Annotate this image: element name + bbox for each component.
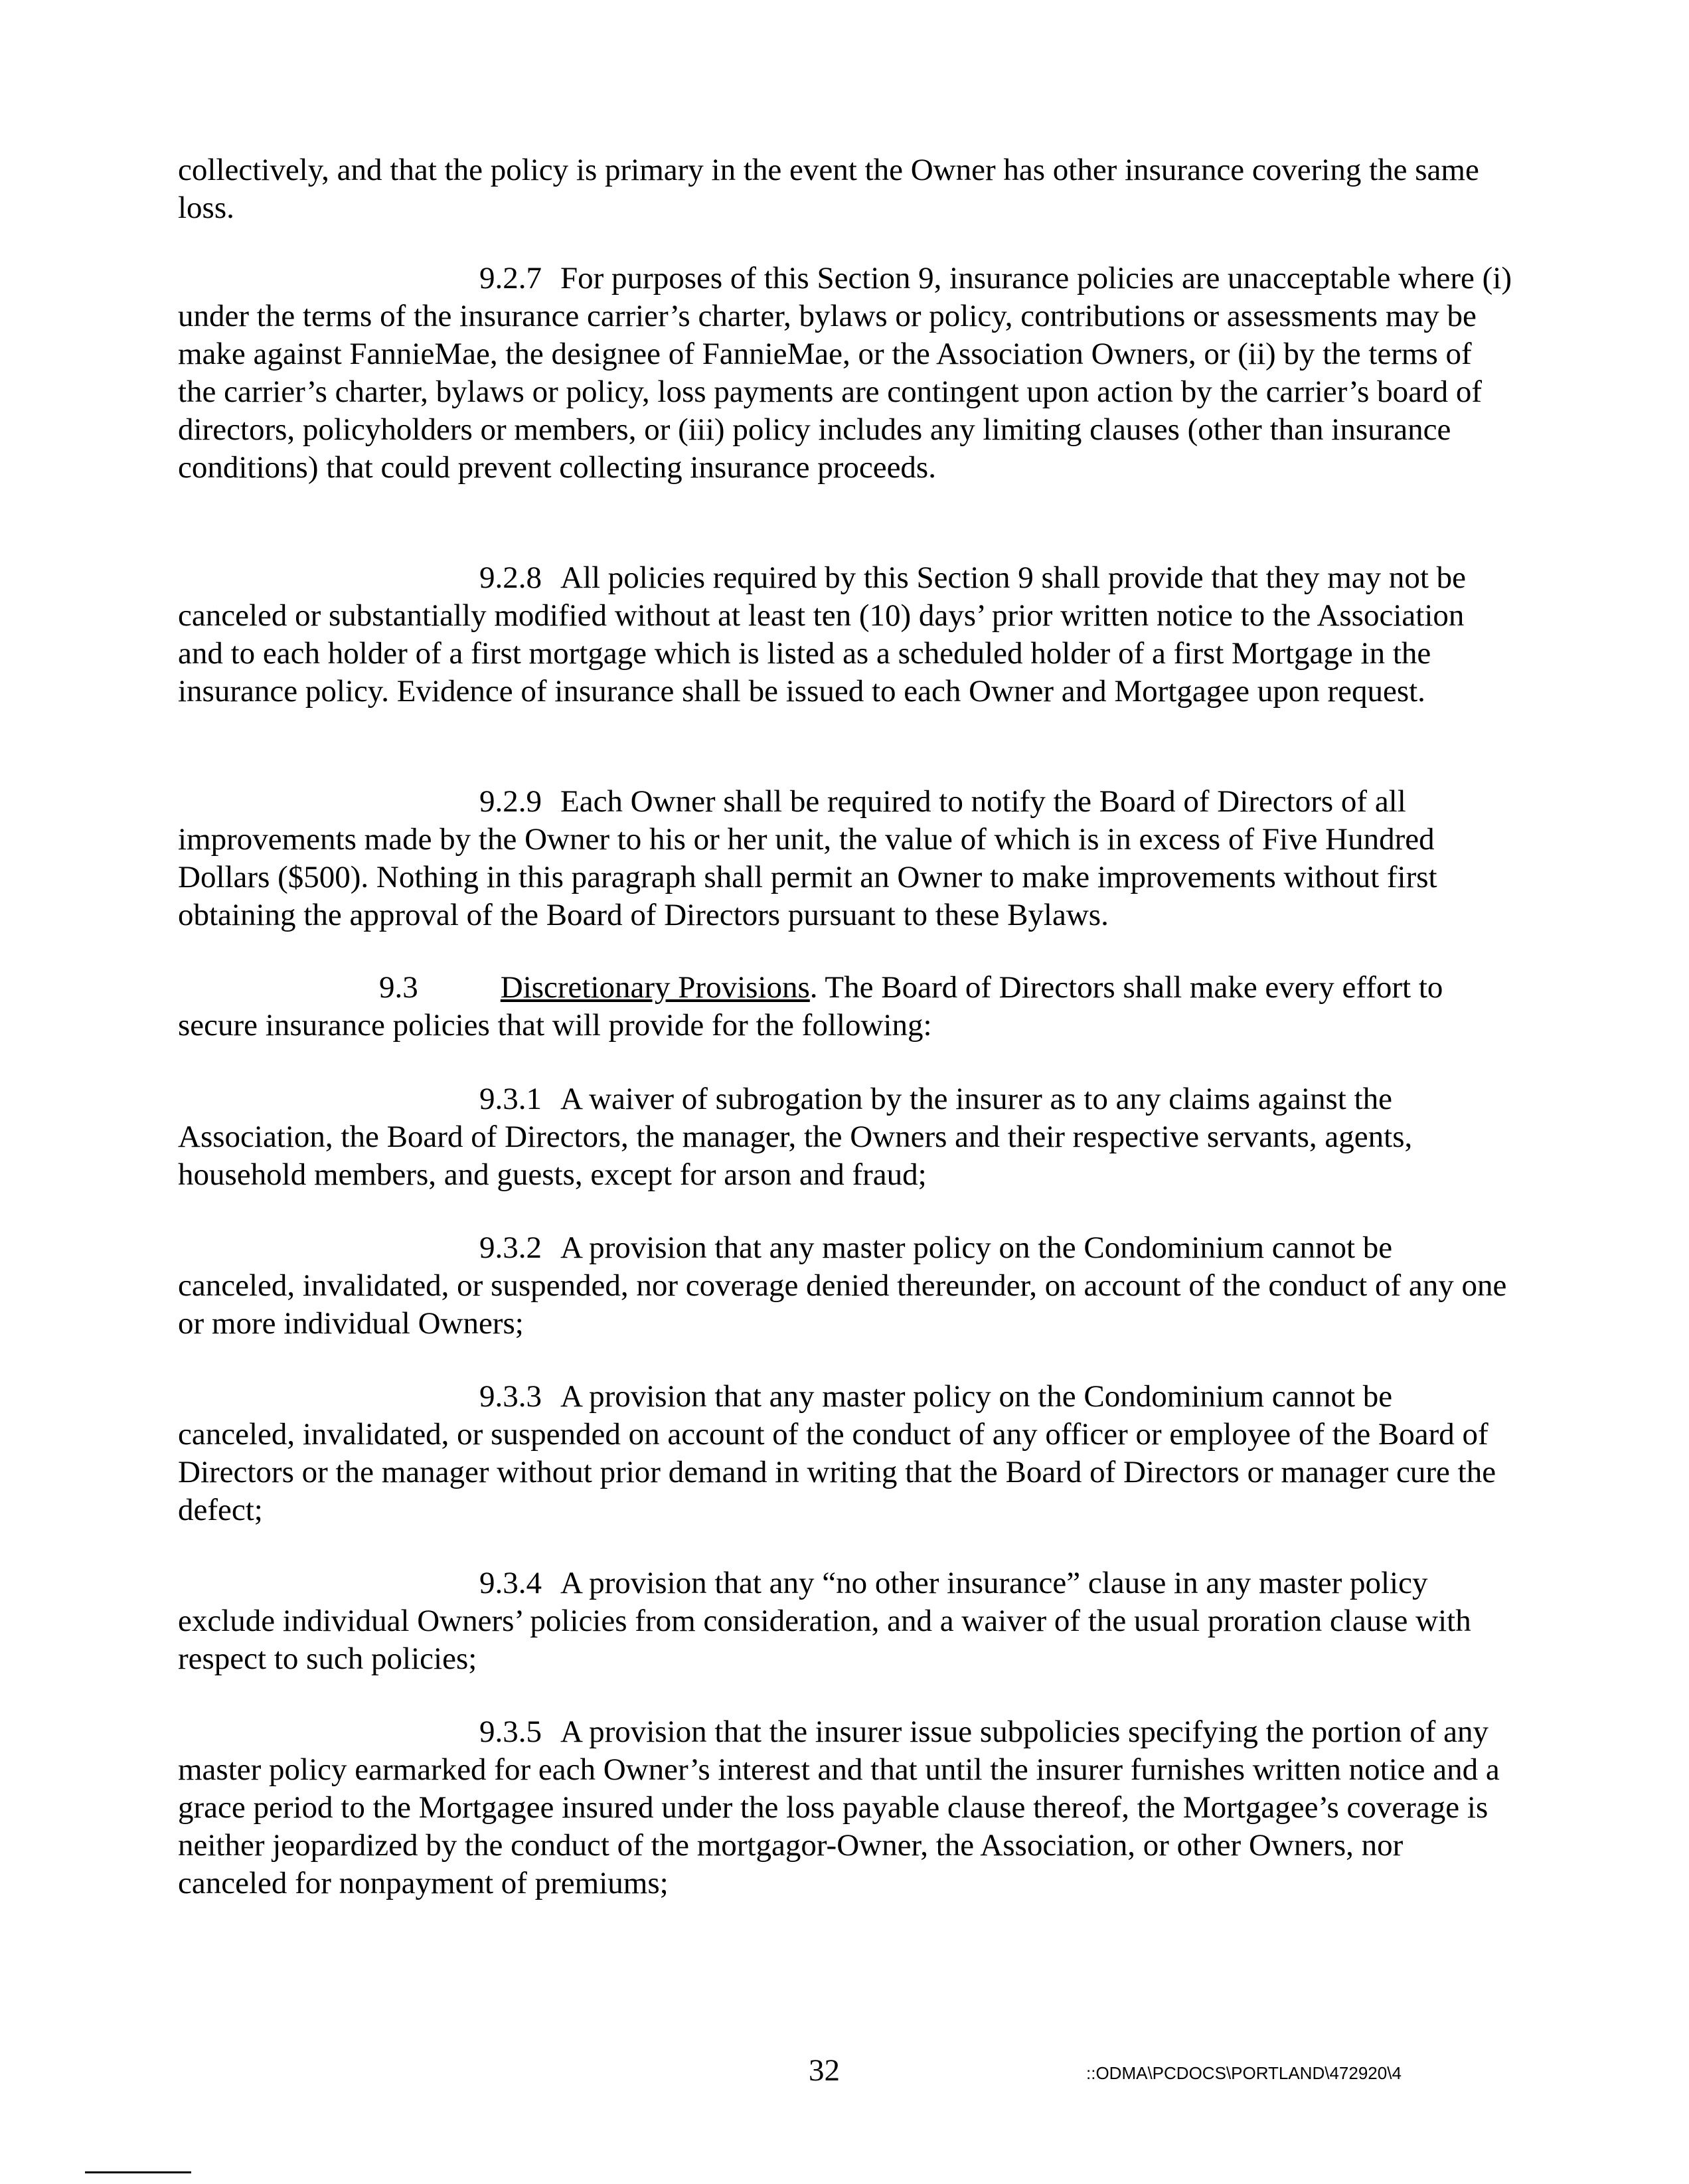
document-id: ::ODMA\PCDOCS\PORTLAND\472920\4 (1086, 2063, 1402, 2083)
section-number: 9.2.9 (479, 784, 542, 819)
paragraph-text: All policies required by this Section 9 shall provide that they may not be canceled or substantially modified without at least ten (10) days’ prior written notice to the Association and to each holder of a first mortgage which is listed as a scheduled holder of a first Mortgage in the insurance policy. Evidence of insurance shall be issued to each Owner and Mortgagee upon request. (178, 560, 1467, 709)
paragraph-9-3-2 (178, 1229, 1512, 1343)
paragraph-9-2-8 (178, 559, 1512, 711)
paragraph-text: A waiver of subrogation by the insurer as to any claims against the Association, the Board of Directors, the manager, the Owners and their respective servants, agents, household members, and guests, except for arson and fraud; (178, 1082, 1413, 1192)
section-number: 9.2.8 (479, 560, 542, 595)
paragraph-text: . The Board of Directors shall make every effort to secure insurance policies that will provide for the following: (178, 970, 1443, 1043)
section-heading: Discretionary Provisions (500, 970, 810, 1005)
paragraph-text: A provision that any master policy on the Condominium cannot be canceled, invalidated, or suspended, nor coverage denied thereunder, on account of the conduct of any one or more individual Owners; (178, 1230, 1507, 1341)
paragraph-text: For purposes of this Section 9, insurance policies are unacceptable where (i) under the terms of the insurance carrier’s charter, bylaws or policy, contributions or assessments may be make against FannieMae, the designee of FannieMae, or the Association Owners, or (ii) by the terms of the carrier’s charter, bylaws or policy, loss payments are contingent upon action by the carrier’s board of directors, policyholders or members, or (iii) policy includes any limiting clauses (other than insurance conditions) that could prevent collecting insurance proceeds. (178, 261, 1512, 485)
paragraph-9-3 (178, 969, 1512, 1045)
paragraph-9-2-7 (178, 260, 1512, 487)
section-number: 9.3 (379, 970, 418, 1005)
paragraph-9-3-4 (178, 1564, 1512, 1678)
paragraph-9-3-1 (178, 1080, 1512, 1194)
paragraph-text: A provision that any “no other insurance” clause in any master policy exclude individual Owners’ policies from consideration, and a waiver of the usual proration clause with respect to such policies; (178, 1566, 1471, 1676)
paragraph-text: collectively, and that the policy is primary in the event the Owner has other insurance covering the same loss. (178, 153, 1479, 225)
page-number: 32 (809, 2053, 840, 2088)
section-number: 9.3.5 (479, 1715, 542, 1749)
paragraph-continuation (178, 151, 1512, 227)
scan-artifact-line (85, 2171, 191, 2173)
paragraph-9-2-9 (178, 783, 1512, 934)
section-number: 9.2.7 (479, 261, 542, 295)
paragraph-text: Each Owner shall be required to notify the Board of Directors of all improvements made by the Owner to his or her unit, the value of which is in excess of Five Hundred Dollars ($500). Nothing in this paragraph shall permit an Owner to make improvements without first obtaining the approval of the Board of Directors pursuant to these Bylaws. (178, 784, 1437, 932)
section-number: 9.3.2 (479, 1230, 542, 1265)
section-number: 9.3.4 (479, 1566, 542, 1600)
paragraph-text: A provision that any master policy on the Condominium cannot be canceled, invalidated, or suspended on account of the conduct of any officer or employee of the Board of Directors or the manager without prior demand in writing that the Board of Directors or manager cure the defect; (178, 1379, 1496, 1527)
paragraph-9-3-3 (178, 1378, 1512, 1529)
section-number: 9.3.1 (479, 1082, 542, 1116)
paragraph-text: A provision that the insurer issue subpolicies specifying the portion of any master policy earmarked for each Owner’s interest and that until the insurer furnishes written notice and a grace period to the Mortgagee insured under the loss payable clause thereof, the Mortgagee’s coverage is neither jeopardized by the conduct of the mortgagor-Owner, the Association, or other Owners, nor canceled for nonpayment of premiums; (178, 1715, 1500, 1900)
paragraph-9-3-5 (178, 1713, 1512, 1902)
section-number: 9.3.3 (479, 1379, 542, 1414)
